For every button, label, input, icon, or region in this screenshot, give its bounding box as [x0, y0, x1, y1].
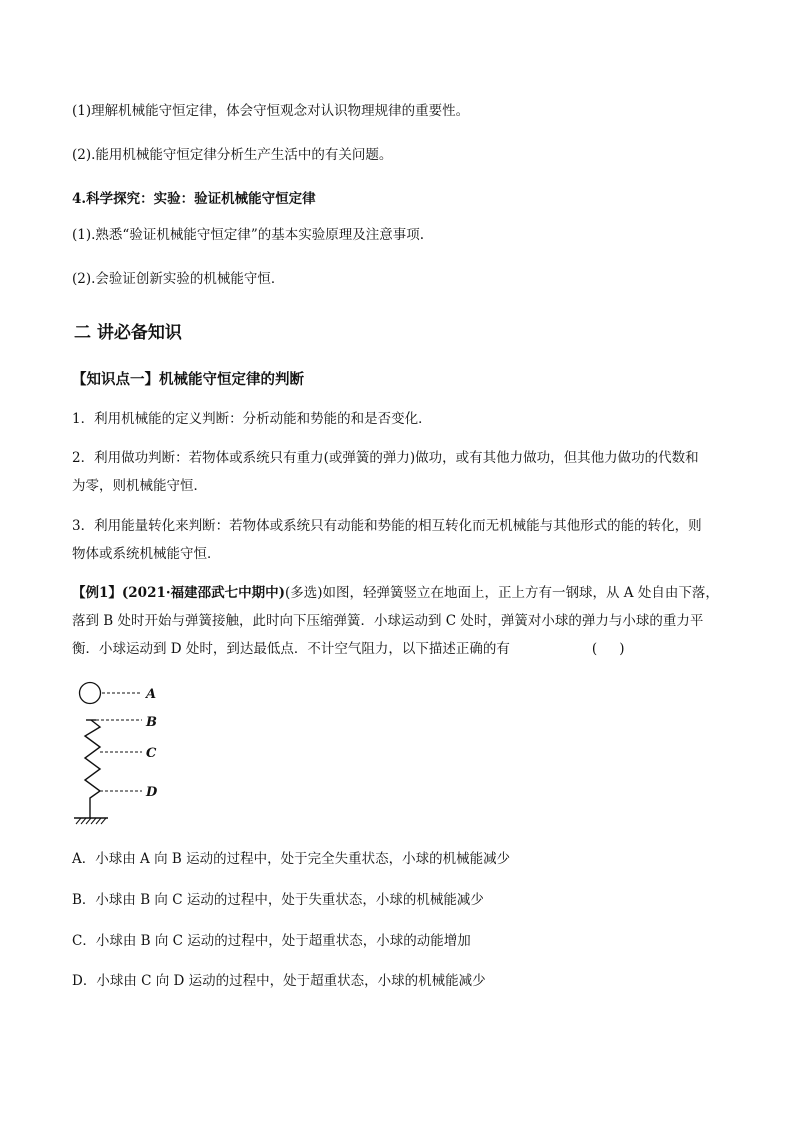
- option-a: A．小球由 A 向 B 运动的过程中，处于完全失重状态，小球的机械能减少: [72, 851, 511, 867]
- goal3-item2: (2).能用机械能守恒定律分析生产生活中的有关问题。: [72, 147, 393, 163]
- answer-parentheses: ( ): [591, 641, 625, 657]
- option-c: C．小球由 B 向 C 运动的过程中，处于超重状态，小球的动能增加: [72, 933, 471, 949]
- level-c-label: C: [146, 746, 157, 761]
- example-line3: [72, 640, 624, 658]
- spring: [85, 720, 100, 818]
- goal4-item2: (2).会验证创新实验的机械能守恒．: [72, 271, 285, 287]
- level-b-label: B: [146, 715, 157, 730]
- knowledge-heading: 【知识点一】机械能守恒定律的判断: [72, 371, 304, 388]
- knowledge-point-3-line1: 3．利用能量转化来判断：若物体或系统只有动能和势能的相互转化而无机械能与其他形式的能的转化，则: [72, 518, 702, 534]
- knowledge-point-3-line2: 物体或系统机械能守恒．: [72, 546, 221, 562]
- section-title: 二 讲必备知识: [74, 323, 182, 343]
- level-a-label: A: [146, 687, 157, 702]
- level-d-label: D: [146, 785, 158, 800]
- spring-ball-figure: [72, 680, 192, 830]
- option-b: B．小球由 B 向 C 运动的过程中，处于失重状态，小球的机械能减少: [72, 892, 484, 908]
- example-text-3: 衡．小球运动到 D 处时，到达最低点．不计空气阻力，以下描述正确的有: [72, 641, 510, 657]
- goal3-item1: (1)理解机械能守恒定律，体会守恒观念对认识物理规律的重要性。: [72, 103, 470, 119]
- knowledge-point-2-line2: 为零，则机械能守恒．: [72, 478, 207, 494]
- example-source: (2021·福建邵武七中期中): [121, 585, 285, 601]
- steel-ball: [80, 683, 101, 704]
- knowledge-point-1: 1．利用机械能的定义判断：分析动能和势能的和是否变化．: [72, 411, 432, 427]
- example-tag: 【例1】: [72, 585, 122, 601]
- example-text-1: (多选)如图，轻弹簧竖立在地面上，正上方有一钢球，从 A 处自由下落，: [284, 585, 719, 601]
- example-line1: [72, 584, 719, 602]
- ground: [74, 818, 108, 824]
- goal4-heading: 4.科学探究：实验：验证机械能守恒定律: [72, 191, 316, 207]
- goal4-item1: (1).熟悉“验证机械能守恒定律”的基本实验原理及注意事项.: [72, 227, 425, 243]
- example-line2: 落到 B 处时开始与弹簧接触，此时向下压缩弹簧．小球运动到 C 处时，弹簧对小球的弹力与小球的重力平: [72, 613, 704, 629]
- option-d: D．小球由 C 向 D 运动的过程中，处于超重状态，小球的机械能减少: [72, 973, 486, 989]
- knowledge-point-2-line1: 2．利用做功判断：若物体或系统只有重力(或弹簧的弹力)做功，或有其他力做功，但其他力做功的代数和: [72, 450, 699, 466]
